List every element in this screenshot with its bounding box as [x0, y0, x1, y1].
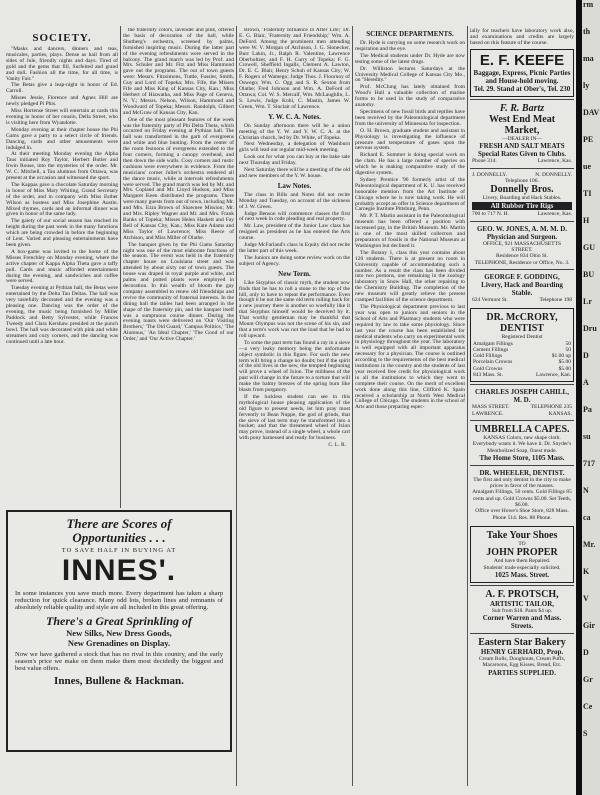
wheeler-name: DR. WHEELER, DENTIST. — [479, 468, 565, 477]
column-rule — [467, 26, 468, 786]
proper-repaired: And have them Repaired. — [493, 558, 551, 565]
news-paragraph: Brown, 'Fraternity Influence in After Life;' Dr. E. G. Blair, 'Fraternity and Friendship;' Wm. A. DeFord. Among the prominent men attending were W. V. Morgan of Atchison, J. G. Slonecker, Burr Lakin, Jr., Ralph R. Valentine, Lawrence Oberholtzer, and F. H. Curry of Topeka; F. G. Crowell, Sheffield Ingalls, Clement A. Lawton, Dr. E. C. Blair, Henry Schuh of Kansas City; W. F. Rogers of Wamego; Judge Thos. J. Flournoy of Oswego; Wm. G. Ogg and S. R. Sexton from Olathe; Fred Johnson and Wm. A. DeFord of Ottawa; Col. W. S. Metcalf, Wm. McLaughlin, L. S. Lewis, Judge Kohl, C. Mastin, James W. Green, Wm. T. Sinclair of Lawrence. — [239, 28, 350, 110]
ywca-heading: Y. W. C. A. Notes. — [268, 112, 321, 121]
adjacent-page-fragment: H — [583, 216, 590, 225]
bartz-name: F. R. Bartz — [499, 103, 545, 114]
umbrella-text: KANSAS Colors, new shape cloth. Everybody wants it. We have it. Dr. Snyder's Mentholized Soap, finest made. — [472, 434, 572, 454]
society-paragraph: Miss Hortense Street will entertain at cards this evening in honor of her cousin, Della Street, who is visiting here from Wyandotte. — [6, 108, 118, 126]
wheeler-ad — [470, 465, 574, 524]
price-row: Gold Crowns $5.00 — [473, 365, 571, 372]
mccrory-city: Lawrence, Kan. — [536, 372, 571, 379]
innes-signature: Innes, Bullene & Hackman. — [54, 675, 184, 688]
ywca-paragraph: Next Wednesday, a delegation of Washburn girls will lead our regular mid-week meeting. — [239, 141, 350, 154]
donnelly-address: 700 to 717 N. H. — [472, 211, 509, 218]
donnelly-name: Donnelly Bros. — [490, 184, 554, 196]
science-continued: ially for teachers have laboratory work also, and examinations and credits are largely based on this feature of the course. — [470, 28, 574, 46]
science-paragraph: The Physiological department previous to last year was open to juniors and seniors in the School of Arts and Pharmacy students who were required by law to take some physiology. Since last year the course has been established for medical students who carry on experimental work in physiology throughout the year. The laboratory is well equipped with all important apparatus necessary for a physician. The course is outlined according to the requirements of the best medical institutions in the country and the students of last year received free credit for physiological work in all the institutions to which they went to complete their course. On the merit of excellent work done along this line, Clifford K. Spain received a scholarship at North West Medical College of Chicago. The students in the school of Arts and those preparing espec- — [355, 303, 465, 411]
mccrory-subtitle: Registered Dentist — [501, 334, 543, 341]
protsch-ad — [470, 585, 574, 633]
price-row: Porcelain Crowns $5.00 — [473, 359, 571, 366]
law-paragraph: The class in Bills and Notes did not recite Monday and Tuesday, on account of the sickness of J. W. Green. — [239, 191, 350, 210]
society-paragraph: One of the most pleasant features of the week was the fraternity party of Phi Delta Theta, which occurred on Friday evening at Pythian hall. The hall was transformed in the garb of evergreens and white and blue bunting. From the center of the room festoons of evergreens extended to the four corners, forming a canopy overhead, and then down the side walls. Cosy corners and rustic cushions were everywhere in evidence. From the musicians' corner Julier's orchestra rendered all the dance music, while at intervals refreshments were served. The grand march was led by Mr. and Mrs. Copland and Mr. Lloyd Hudson, and Miss Margaret Keen distributed the programs. There were many guests from out of town, including Mr. and Mrs. Ezra Brown of Shawnee Mission; Mr. and Mrs. Ripley Wagner and Mr. and Mrs. Frank Banks of Topeka; Misses Helen Haskett and Fay Bell of Kansas City, Kan.; Miss Kate Adams and Miss Taylor of Lawrence; Miss Reece of Atchison, and Miss Miller of Olathe. — [123, 116, 234, 241]
society-paragraph: The banquet given by the Phi Gams Saturday night was one of the most elaborate functions of the season. The event was held in the fraternity chapter house on Louisiana street and was attended by about sixty out of town guests. The house was draped in royal purple and white, and palms and potted plants were employed in decoration. In this wealth of bloom the gay company assembled to renew old friendships and revive the community of fraternal interests. In the dining hall the tables had been arranged in the shape of the fraternity pin, and the banquet itself was a sumptuous course dinner. During the evening toasts were delivered on 'Our Visiting Brothers,' 'The Old Guard,' 'Campus Politics,' 'The Alumnus,' 'An Ideal Chapter,' 'The Good of our Order,' and 'Our Active Chapter.' — [123, 241, 234, 343]
proper-ad — [470, 526, 574, 583]
keefe-ad — [470, 49, 574, 97]
bartz-dealer: —DEALER IN— — [502, 136, 542, 142]
price-row: Cement Fillings 50 — [473, 346, 571, 353]
jones-telephone: TELEPHONE, Residence or Office, No. 3. — [474, 259, 570, 266]
society-paragraph: "Masks and dancers, dinners and teas, musicales, parties, plays. Dense as hail from all sides of Jule, friendly nights and days. Tired of gold and the gems that fill, Surfeited and grand and dull. Fashion all the time, for all time, is Vanity Fair." — [6, 46, 118, 82]
adjacent-page-fragment: N — [583, 486, 589, 495]
adjacent-page-fragment: TI — [583, 189, 592, 198]
adjacent-page-fragment: Ce — [583, 702, 593, 711]
jones-ad — [470, 221, 574, 269]
adjacent-page-edge — [582, 0, 600, 795]
umbrella-name: UMBRELLA CAPES. — [474, 423, 570, 435]
cahill-state: KANSAS. — [548, 410, 572, 417]
mccrory-name: DR. McCRORY, — [486, 312, 558, 324]
umbrella-store: The Home Store, 1105 Mass. — [479, 453, 565, 462]
society-column — [6, 30, 118, 506]
society-paragraph: the fraternity colors, lavender and pink, offered the basis of decoration of the hall, while Shutberg's orchestra, screened by palms, furnished inspiring music. During the latter part of the evening refreshments were served in the balcony. The grand march was led by Prof. and Mrs. Schuler and Mr. Fitz and Miss Hammond gave out the programs. The out of town guests were: Messrs. Fitzsimons, Tuttle, Fussler, Smith, Guy and Lord of Topeka; Mrs. Fife, the Misses Fife and Miss King of Kansas City, Kan.; Miss Herbert of Hiawatha, and Miss Page of Geneva, N. Y.; Messrs. Nelson, Wilson, Hammond and Woodward of Topeka; Messrs. Randolph, Gilbert and McGraw of Kansas City, Kan. — [123, 28, 234, 116]
society-paragraph: Tuesday evening at Pythian hall, the Betas were entertained by the Delta Tau Deltas. The hall was very tastefully decorated and the evening was a pleasing one. Dancing was the order of the evening, the music being furnished by Miller Paddock and Betty Sylvester, while Frances Tweedy and Clara Kershaw presided at the punch bowl. The hall was decorated with pink and white streamers and cozy corners, and the dancing was continued until a late hour. — [6, 285, 118, 345]
cahill-address: MASS STREET. — [472, 404, 510, 411]
protsch-title: ARTISTIC TAILOR, — [489, 599, 555, 608]
adjacent-page-fragment: ma — [583, 54, 594, 63]
bartz-goods: FRESH AND SALT MEATS — [479, 142, 565, 151]
innes-body-1: In some instances you save much more. Every department has taken a sharp reduction for quick clearance. Many odd lots, broken lines and remnants of absolutely reliable quality and style are all included in this great offering. — [15, 590, 223, 612]
science-paragraph: O. H. Brown, graduate student and assistant in Physiology is investigating the influence of pressure and temperature of gases upon the nervous system. — [355, 127, 465, 152]
adjacent-page-fragment: GU — [583, 243, 595, 252]
adjacent-page-fragment: Mr. — [583, 540, 596, 549]
society-paragraph: At their meeting Monday evening the Alpha Taus initiated Roy Taylor, Herbert Butler and Irwin Rouse, into the mysteries of the order. Mr. W. C. Mitchell, a Tau alumnus from Ottawa, was present at the occasion and witnessed the sport. — [6, 151, 118, 182]
law-notes-heading: Law Notes. — [277, 181, 312, 190]
adjacent-page-fragment: Gir — [583, 621, 595, 630]
innes-body-2: Now we have gathered a stock that has no rival in this country, and the early season's price we make on them make them most decidedly the biggest and best value offers. — [15, 650, 223, 673]
mccrory-title: DENTIST — [500, 323, 544, 335]
society-paragraphs — [6, 47, 118, 345]
new-term-paragraphs — [239, 281, 350, 442]
wheeler-text-3: Office over Howe's Shoe Store, 828 Mass. Phone 514. Res. 88 Phone. — [475, 508, 569, 521]
godding-address: 624 Vermont St. — [472, 296, 508, 303]
donnelly-rigs: All Rubber Tire Rigs — [472, 202, 572, 210]
science-column — [355, 28, 465, 786]
science-paragraph: Prof. McClung has lately obtained from Wood's Hall a valuable collection of marine forms to be used in the study of comparative anatomy. — [355, 84, 465, 109]
science-paragraph: Richard E. Sommer is doing special work on the clam. He has a large number of species on which he is making comparative study of the digestive system. — [355, 152, 465, 177]
bartz-ad — [470, 99, 574, 168]
ywca-paragraph: Next Saturday there will be a meeting of the old and new members of the Y. W. house. — [239, 167, 350, 179]
godding-telephone: Telephone 198 — [539, 296, 572, 303]
society-continued-column — [123, 28, 234, 506]
society-continued-paragraphs — [123, 28, 234, 343]
bakery-ad — [470, 633, 574, 680]
proper-name: JOHN PROPER — [486, 547, 558, 559]
jones-name: GEO. W. JONES, A. M. M. D. — [476, 224, 568, 233]
donnelly-partner-1: J. DONNELLY. — [472, 171, 507, 178]
adjacent-page-fragment: V — [583, 594, 589, 603]
ywca-paragraph: Look out for what you can buy at the bake sale next Thursday and Friday. — [239, 154, 350, 167]
adjacent-page-fragment: D — [583, 648, 589, 657]
wheeler-text-1: The first and only dentist in the city to make prices in favor of the masses. — [473, 476, 571, 490]
mccrory-address: 843 Mass. St. — [473, 372, 503, 379]
jones-office: OFFICE, 921 MASSACHUSETTS STREET. — [482, 240, 562, 254]
banquet-continued — [239, 28, 350, 111]
proper-students: Students' trade especially solicited. — [483, 564, 561, 571]
ywca-paragraph: On Sunday afternoon there will be a union meeting of the Y. W. and Y. W. C. A. at the Christian church, led by Dr. White, of Topeka. — [239, 122, 350, 141]
adjacent-page-fragment: DAV — [583, 108, 600, 117]
science-paragraph: Sydney Prentice '96 formerly artist of the Paleontological department of K. U. has received honorable mention from the Art Institute of Chicago where he is now taking work. He will probably accept an offer in Science department of Carnegie Institute Pittsburg, Penn. — [355, 176, 465, 213]
new-term-paragraph: To some the past term has found a ray in a sieve—a very leaky memory being the unfortunate object symbolic in this figure. For such the new term will bring a change no doubt; but if the spirit of the old lives in the new, the tempted beginning will prove a wheel of Ixion. The mildness of the past will change in the future to a torture that will make the balmy breezes of the spring burn like blasts from purgatory. — [239, 339, 350, 394]
bartz-market: West End Meat Market, — [488, 114, 556, 136]
adjacent-page-fragment: A — [583, 378, 589, 387]
law-paragraph: The Juniors are doing some review work on the subject of Agency. — [239, 254, 350, 267]
innes-headline-3: There's a Great Sprinkling of — [45, 613, 192, 628]
protsch-address: Corner Warren and Mass. Streets. — [482, 614, 562, 631]
donnelly-services: Livery, Boarding and Hack Stables. — [482, 195, 562, 202]
adjacent-page-fragment: ly — [583, 81, 590, 90]
innes-advertisement — [6, 510, 232, 752]
science-paragraphs — [355, 41, 465, 411]
bartz-phone: Phone 314. — [472, 158, 497, 165]
godding-name: GEORGE F. GODDING, — [484, 272, 560, 281]
proper-to: TO — [518, 540, 526, 547]
keefe-name: E. F. KEEFE — [479, 52, 565, 69]
innes-store-name: INNES'. — [61, 554, 177, 587]
bartz-rates: Special Rates Given to Clubs. — [477, 150, 567, 159]
cahill-ad — [470, 384, 574, 420]
column-rule — [236, 26, 237, 786]
science-paragraph: The Medical students under Dr. Hyde are now testing some of the latest drugs. — [355, 52, 465, 65]
adjacent-page-fragment: PE — [583, 135, 594, 144]
adjacent-page-fragment: 717 — [583, 459, 595, 468]
cahill-name: CHARLES JOSEPH CAHILL, M. D. — [475, 388, 569, 405]
column-rule — [352, 26, 353, 786]
godding-ad — [470, 269, 574, 306]
society-paragraph: Monday evening at their chapter house the Phi Gams gave a party to a select circle of friends. Dancing, cards and other amusements were indulged in. — [6, 126, 118, 151]
science-paragraph: Dr. Hyde is carrying on some research work on respiration and the eye. — [355, 40, 465, 52]
bakery-proprietor: HENRY GERHARD, Prop. — [480, 648, 564, 657]
adjacent-page-fragment: ca — [583, 513, 591, 522]
price-row: Gold Fillings $1.00 up — [473, 353, 571, 360]
protsch-name: A. F. PROTSCH, — [485, 588, 559, 600]
society-paragraph: The gaiety of our social season has reached its height during the past week in the many functions which are being crowded in before the beginning of Lent. Varied and pleasing entertainments have been given. — [6, 218, 118, 248]
donnelly-telephone: Telephone 106. — [505, 177, 539, 184]
bakery-goods: Cream Rolls, Doughnuts, Cream Puffs, Macaroons, Egg Kisses, Bread, Etc. — [478, 656, 566, 669]
adjacent-page-fragment: D — [583, 351, 589, 360]
new-term-heading: New Term. — [278, 269, 311, 278]
innes-goods-1: New Silks, New Dress Goods, — [66, 627, 172, 638]
column-rule — [120, 26, 121, 508]
society-paragraph: The Kappas gave a chocolate Saturday morning in honor of Miss Mary Whiting, Grand Secretary of the order, and in company with Miss Esther Wilson as hostess and Miss Josephine Austin. Mixed rhymes, cards and an informal dinner was given in honor of the same lady. — [6, 181, 118, 218]
society-paragraph: Misses Jessie, Florence and Agnes Hill are newly pledged Pi Phis. — [6, 95, 118, 108]
donnelly-ad — [470, 168, 574, 221]
bakery-parties: PARTIES SUPPLIED. — [488, 668, 556, 677]
new-term-paragraph: If the luckless student can see in this mythological house pleasing application of the old figure to present needs, let him pray most fervently to Bean Nuppe, the god of grinds, that the sieve of last term may be transformed into a bucket; and that the threatened wheel of Ixion may prove, instead of a single wheel, a whole cart with pony harnessed and ready for business. — [239, 393, 350, 442]
adjacent-page-fragment: S — [583, 729, 588, 738]
wheeler-text-2: Amalgam Fillings, 50 cents. Gold Fillings 85 cents and up. Gold Crowns $5.00. Set Teeth, $6.00. — [472, 489, 572, 509]
umbrella-ad — [470, 420, 574, 465]
price-row: Amalgam Fillings 50 — [473, 340, 571, 347]
innes-goods-2: New Grenadines on Display. — [67, 637, 171, 648]
society-paragraph: The Betas give a leap-night in honor of Ed. Carroll. — [6, 82, 118, 95]
bartz-city: Lawrence, Kas. — [537, 158, 572, 165]
law-notes-paragraphs — [239, 193, 350, 268]
bakery-name: Eastern Star Bakery — [478, 637, 566, 649]
ywca-paragraphs — [239, 124, 350, 180]
science-paragraph: Mr. P. T. Martin assistant in the Paleontological museum has been offered a position with increased pay, in the British Museum. Mr. Martin is one of the most skilled collectors and preparators of fossils in the National Museum at Washington but declined it. — [355, 213, 465, 249]
cahill-telephone: TELEPHONE 235 — [530, 404, 572, 411]
proper-headline: Take Your Shoes — [486, 529, 558, 541]
innes-headline-2: Opportunities . . . — [72, 530, 166, 545]
law-paragraph: Judge McFarland's class in Equity did not recite the latter part of this week. — [239, 242, 350, 254]
innes-subhead: TO SAVE HALF IN BUYING AT — [61, 547, 177, 554]
protsch-prices: Suit from $18. Pants $4 up. — [491, 607, 553, 614]
adjacent-page-fragment: rm — [583, 0, 594, 9]
jones-residence: Residence 834 Ohio St. — [496, 253, 548, 260]
law-paragraph: Mr. Law, president of the Junior Law class has resigned as president as he has entered the Arts course. — [239, 223, 350, 242]
adjacent-page-fragment: th — [583, 27, 591, 36]
adjacent-page-fragment: Gr — [583, 675, 593, 684]
mccrory-ad — [470, 308, 574, 382]
donnelly-partner-2: N. DONNELLY. — [535, 171, 572, 178]
godding-services: Livery, Hack and Boarding Stable. — [481, 280, 563, 297]
society-heading: SOCIETY. — [32, 32, 92, 44]
new-term-paragraph: Like Sisyphus of classic myth, the student now finds that he has to roll a stone to the top of the hill, only to have to repeat the performance. Even though it be not the same old term rolling back for a new journey there is another so woefully like it that Sisyphus himself would be deceived by it. That worthy gentleman may be thankful that Mount Olympus was not the scene of his sin, and that a term's work was not the load that he had to roll upward. — [239, 279, 350, 339]
keefe-services: Baggage, Express, Picnic Parties and House-hold moving. — [473, 69, 571, 85]
adjacent-page-fragment: K — [583, 567, 590, 576]
notes-column — [239, 28, 350, 786]
donnelly-city: Lawrence, Kas. — [537, 211, 572, 218]
adjacent-page-fragment: Lr — [583, 297, 592, 306]
adjacent-page-fragment: su — [583, 432, 591, 441]
advertisement-column — [470, 28, 574, 783]
adjacent-page-fragment: Pa — [583, 405, 592, 414]
cahill-city: LAWRENCE. — [472, 410, 504, 417]
proper-address: 1025 Mass. Street. — [494, 570, 550, 579]
adjacent-page-fragment: Dru — [583, 324, 597, 333]
science-paragraph: Dr. Williston lectures Saturdays at the University Medical College of Kansas City Mo., on "Heredity." — [355, 65, 465, 84]
jones-title: Physician and Surgeon. — [486, 232, 558, 241]
keefe-telephone: Tel. 29. Stand at Ober's, Tel. 230 — [473, 85, 571, 93]
adjacent-page-fragment: ue — [583, 162, 591, 171]
new-term-signature: C. L. R. — [328, 442, 346, 449]
adjacent-page-fragment: BU — [583, 270, 595, 279]
science-heading: SCIENCE DEPARTMENTS. — [366, 30, 454, 38]
science-paragraph: Specimens of new fossil birds and reptiles have been received by the Paleontological department from the university of Minnesota for inspection. — [355, 108, 465, 127]
society-paragraph: A box-game was invited to the home of the Misses Frenchley on Monday evening, where the active chapter of Kappa Alpha Theta gave a taffy pull. Cards and music afforded entertainment during the evening, and sandwiches and coffee were served. — [6, 248, 118, 285]
science-paragraph: The Botany 1, class this year contains about 120 students. There is at present no room in University capable of accommodating such a number. As a result the class has been divided into two portions, one remaining in the zoology laboratory in Snow Hall, the other repairing to the Chemistry Building. The completion of the new museum will greatly relieve the present cramped facilities of the science department. — [355, 249, 465, 304]
innes-headline-1: There are Scores of — [66, 516, 172, 531]
law-paragraph: Judge Benson will commence classes the first of next week in code pleading and real property. — [239, 210, 350, 223]
